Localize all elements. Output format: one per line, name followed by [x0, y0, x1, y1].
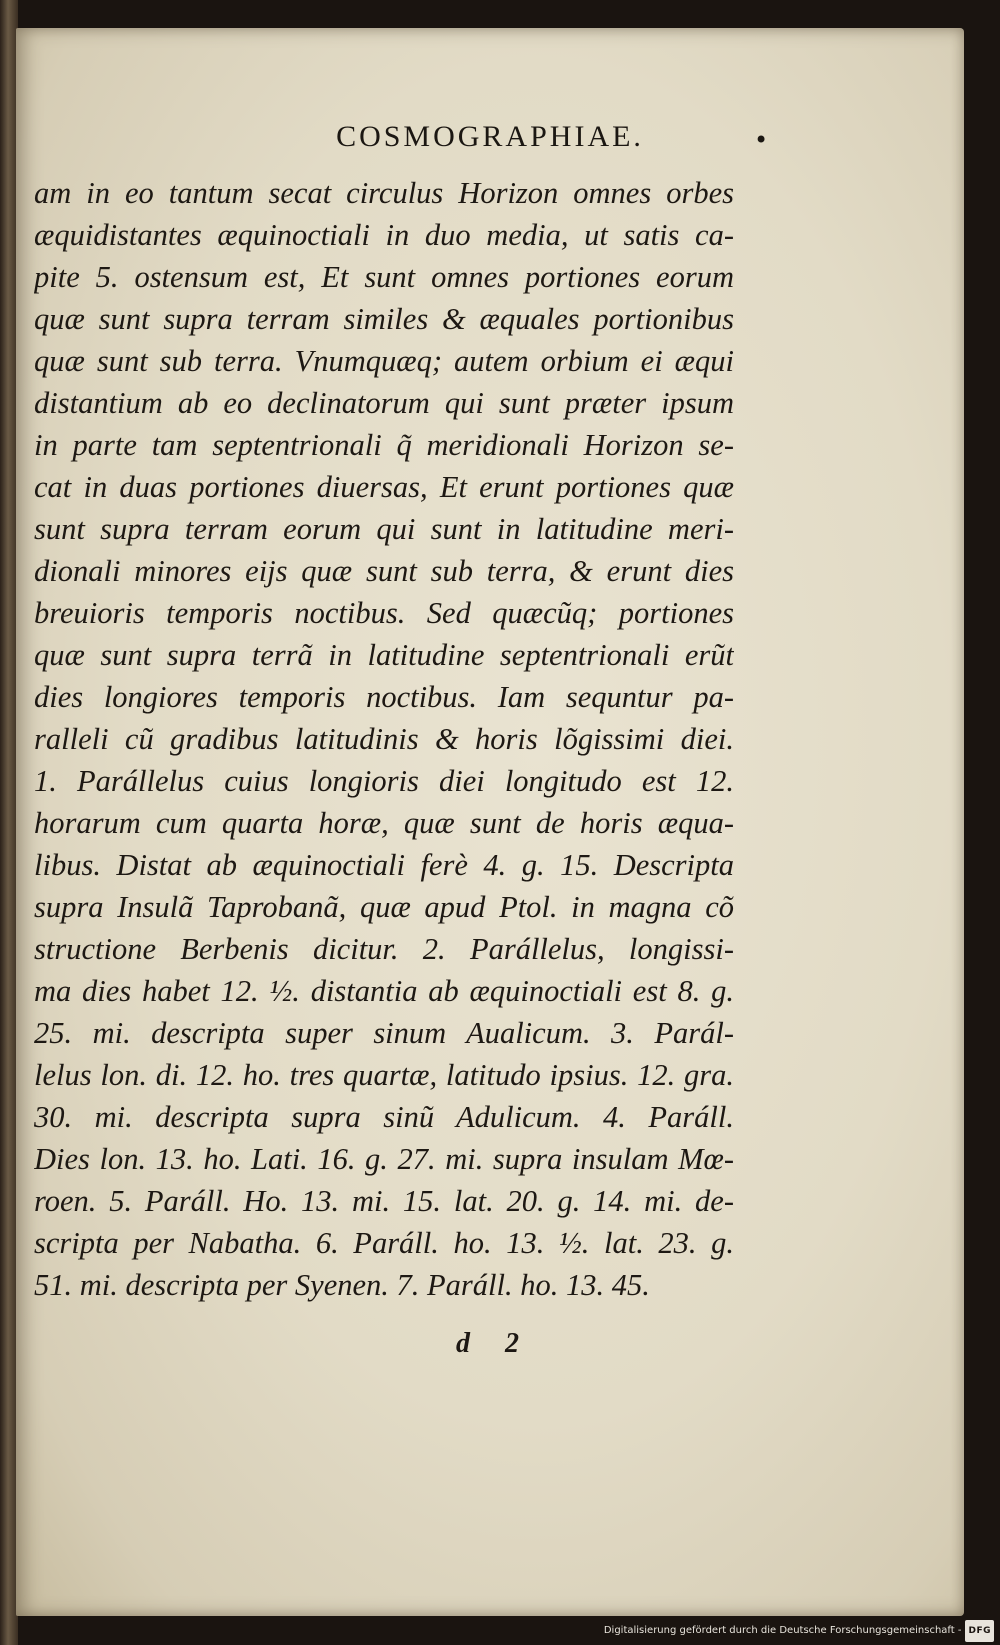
text-line: supra Insulã Taprobanã, quæ apud Ptol. in magna cõ [34, 890, 734, 924]
digitization-credit [604, 1621, 994, 1641]
text-line: ma dies habet 12. ½. distantia ab æquinoctiali est 8. g. [34, 974, 734, 1008]
text-line: quæ sunt supra terrã in latitudine septentrionali erũt [34, 638, 734, 672]
body-text [34, 172, 734, 1306]
text-line: breuioris temporis noctibus. Sed quæcũq; portiones [34, 596, 734, 630]
text-line: quæ sunt supra terram similes & æquales portionibus [34, 302, 734, 336]
text-line: 25. mi. descripta super sinum Aualicum. 3. Parál- [34, 1016, 734, 1050]
text-line: libus. Distat ab æquinoctiali ferè 4. g. 15. Descripta [34, 848, 734, 882]
text-line: quæ sunt sub terra. Vnumquæq; autem orbium ei æqui [34, 344, 734, 378]
text-line: Dies lon. 13. ho. Lati. 16. g. 27. mi. supra insulam Mœ- [34, 1142, 734, 1176]
text-line: 30. mi. descripta supra sinũ Adulicum. 4. Paráll. [34, 1100, 734, 1134]
text-line: roen. 5. Paráll. Ho. 13. mi. 15. lat. 20. g. 14. mi. de- [34, 1184, 734, 1218]
text-line: lelus lon. di. 12. ho. tres quartæ, latitudo ipsius. 12. gra. [34, 1058, 734, 1092]
text-line: horarum cum quarta horæ, quæ sunt de horis æqua- [34, 806, 734, 840]
text-line: 1. Parállelus cuius longioris diei longitudo est 12. [34, 764, 734, 798]
text-line: dionali minores eijs quæ sunt sub terra, & erunt dies [34, 554, 734, 588]
text-line: æquidistantes æquinoctiali in duo media, ut satis ca- [34, 218, 734, 252]
signature-mark: d 2 [456, 1328, 533, 1359]
text-line: 51. mi. descripta per Syenen. 7. Paráll. ho. 13. 45. [34, 1268, 650, 1302]
text-line: in parte tam septentrionali q̃ meridionali Horizon se- [34, 428, 734, 462]
book-page [16, 28, 964, 1616]
text-line: distantium ab eo declinatorum qui sunt præter ipsum [34, 386, 734, 420]
text-line: dies longiores temporis noctibus. Iam sequntur pa- [34, 680, 734, 714]
text-line: pite 5. ostensum est, Et sunt omnes portiones eorum [34, 260, 734, 294]
running-head: COSMOGRAPHIAE. [336, 120, 644, 153]
text-line: am in eo tantum secat circulus Horizon omnes orbes [34, 176, 734, 210]
text-line: structione Berbenis dicitur. 2. Parállelus, longissi- [34, 932, 734, 966]
text-line: sunt supra terram eorum qui sunt in latitudine meri- [34, 512, 734, 546]
text-line: ralleli cũ gradibus latitudinis & horis lõgissimi diei. [34, 722, 734, 756]
dfg-logo: DFG [965, 1620, 994, 1642]
credit-text: Digitalisierung gefördert durch die Deutsche Forschungsgemeinschaft - [603, 1625, 962, 1636]
text-line: cat in duas portiones diuersas, Et erunt portiones quæ [34, 470, 734, 504]
text-line: scripta per Nabatha. 6. Paráll. ho. 13. ½. lat. 23. g. [34, 1226, 734, 1260]
head-ornament: • [754, 126, 769, 154]
